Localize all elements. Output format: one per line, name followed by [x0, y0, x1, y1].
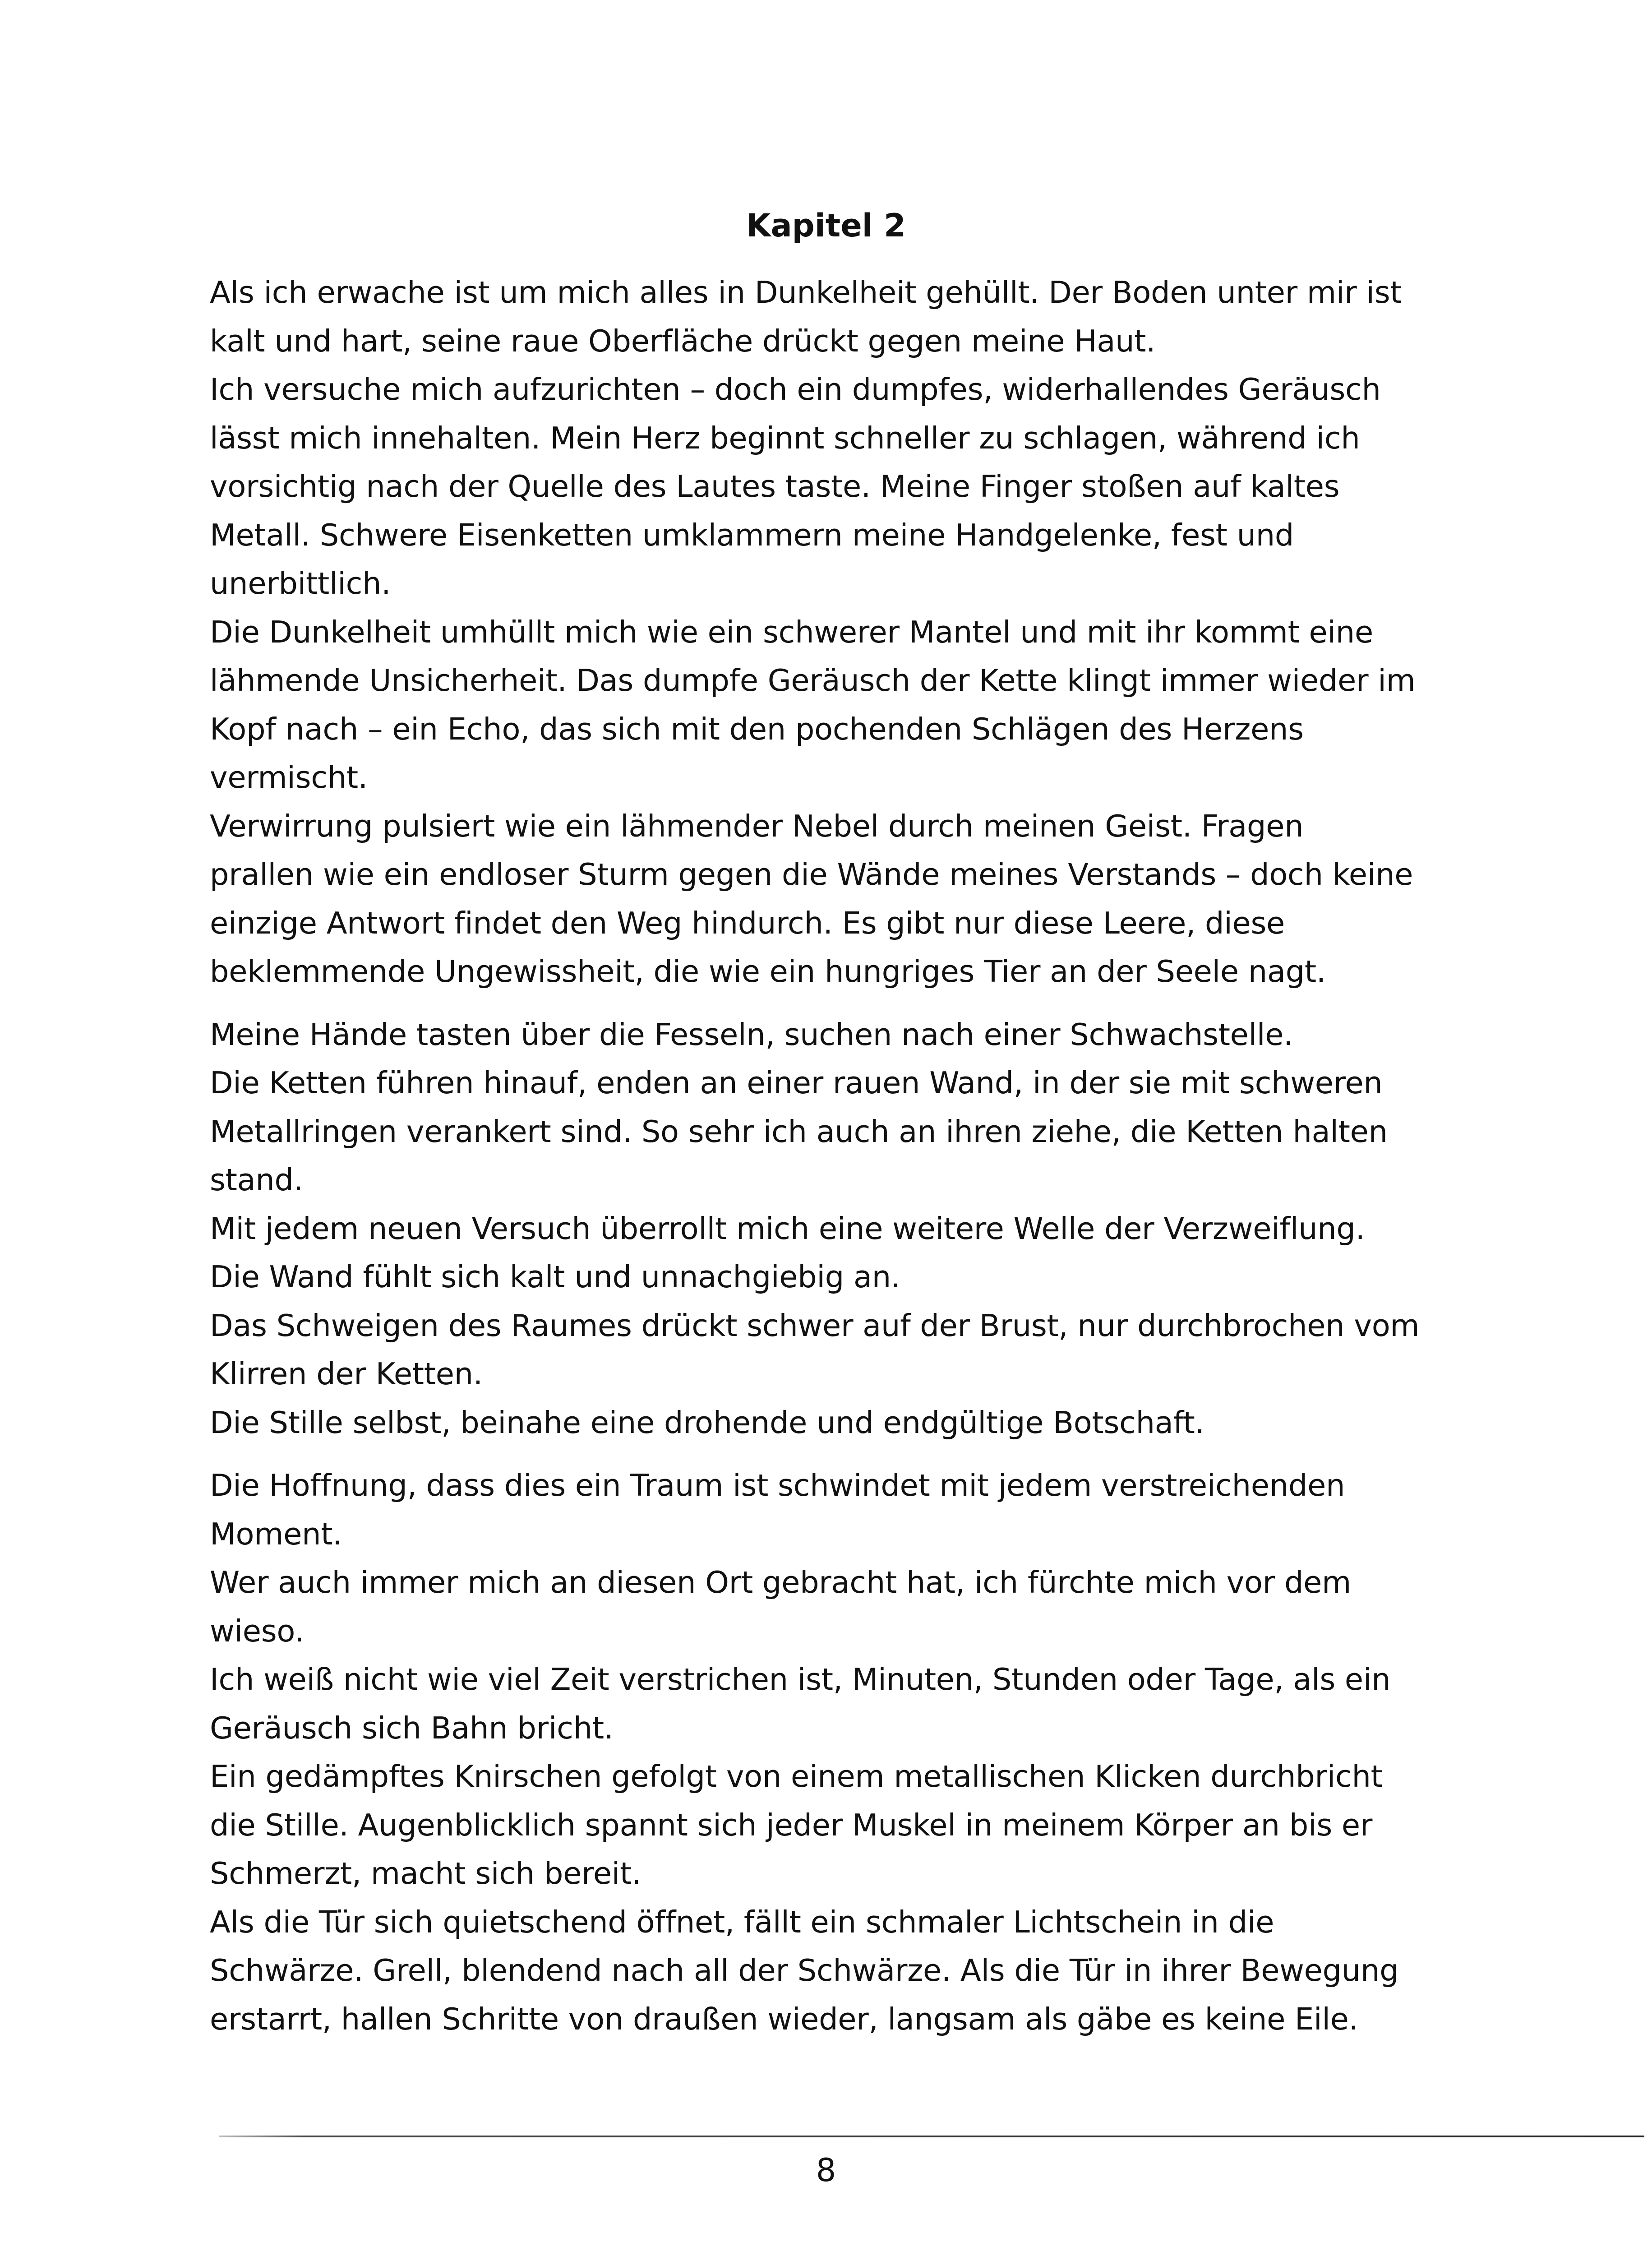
text-line: Metall. Schwere Eisenketten umklammern meine Handgelenke, fest und [210, 517, 1294, 553]
text-line: lässt mich innehalten. Mein Herz beginnt schneller zu schlagen, während ich [210, 420, 1360, 456]
text-line: unerbittlich. [210, 566, 391, 601]
text-line: Schmerzt, macht sich bereit. [210, 1856, 641, 1891]
text-line: Die Dunkelheit umhüllt mich wie ein schwerer Mantel und mit ihr kommt eine [210, 614, 1373, 650]
text-line: Die Stille selbst, beinahe eine drohende und endgültige Botschaft. [210, 1405, 1204, 1440]
paragraph [210, 1011, 1464, 1447]
text-line: wieso. [210, 1613, 304, 1649]
text-line: beklemmende Ungewissheit, die wie ein hungriges Tier an der Seele nagt. [210, 954, 1326, 989]
text-line: Als ich erwache ist um mich alles in Dunkelheit gehüllt. Der Boden unter mir ist [210, 275, 1402, 310]
text-line: vermischt. [210, 760, 368, 795]
chapter-title: Kapitel 2 [746, 207, 906, 244]
footer-divider [219, 2136, 1644, 2137]
text-line: lähmende Unsicherheit. Das dumpfe Geräusch der Kette klingt immer wieder im [210, 663, 1416, 698]
text-line: Klirren der Ketten. [210, 1356, 483, 1392]
text-line: prallen wie ein endloser Sturm gegen die Wände meines Verstands – doch keine [210, 857, 1413, 892]
text-line: stand. [210, 1162, 303, 1197]
text-line: kalt und hart, seine raue Oberfläche drückt gegen meine Haut. [210, 323, 1156, 359]
body-text [210, 268, 1464, 2043]
text-line: Ich weiß nicht wie viel Zeit verstrichen ist, Minuten, Stunden oder Tage, als ein [210, 1662, 1391, 1697]
text-line: Schwärze. Grell, blendend nach all der Schwärze. Als die Tür in ihrer Bewegung [210, 1953, 1399, 1988]
text-line: Das Schweigen des Raumes drückt schwer auf der Brust, nur durchbrochen vom [210, 1308, 1420, 1343]
text-line: die Stille. Augenblicklich spannt sich jeder Muskel in meinem Körper an bis er [210, 1807, 1373, 1843]
text-line: Die Wand fühlt sich kalt und unnachgiebig an. [210, 1259, 900, 1294]
text-line: Als die Tür sich quietschend öffnet, fällt ein schmaler Lichtschein in die [210, 1904, 1274, 1940]
text-line: Die Ketten führen hinauf, enden an einer rauen Wand, in der sie mit schweren [210, 1065, 1383, 1100]
paragraph [210, 268, 1464, 996]
text-line: Die Hoffnung, dass dies ein Traum ist schwindet mit jedem verstreichenden [210, 1468, 1345, 1503]
text-line: einzige Antwort findet den Weg hindurch. Es gibt nur diese Leere, diese [210, 905, 1285, 941]
text-line: erstarrt, hallen Schritte von draußen wieder, langsam als gäbe es keine Eile. [210, 2001, 1358, 2037]
text-line: Ein gedämpftes Knirschen gefolgt von einem metallischen Klicken durchbricht [210, 1759, 1383, 1794]
page-number: 8 [816, 2152, 836, 2189]
text-line: Kopf nach – ein Echo, das sich mit den pochenden Schlägen des Herzens [210, 711, 1304, 747]
text-line: Geräusch sich Bahn bricht. [210, 1710, 614, 1746]
text-line: Wer auch immer mich an diesen Ort gebracht hat, ich fürchte mich vor dem [210, 1565, 1352, 1600]
paragraph [210, 1461, 1464, 2043]
text-line: Metallringen verankert sind. So sehr ich auch an ihren ziehe, die Ketten halten [210, 1114, 1388, 1149]
text-line: Ich versuche mich aufzurichten – doch ein dumpfes, widerhallendes Geräusch [210, 372, 1381, 407]
text-line: Mit jedem neuen Versuch überrollt mich eine weitere Welle der Verzweiflung. [210, 1211, 1365, 1246]
text-line: Verwirrung pulsiert wie ein lähmender Nebel durch meinen Geist. Fragen [210, 808, 1304, 844]
text-line: Moment. [210, 1516, 342, 1552]
text-line: Meine Hände tasten über die Fesseln, suchen nach einer Schwachstelle. [210, 1017, 1293, 1052]
text-line: vorsichtig nach der Quelle des Lautes taste. Meine Finger stoßen auf kaltes [210, 469, 1340, 504]
